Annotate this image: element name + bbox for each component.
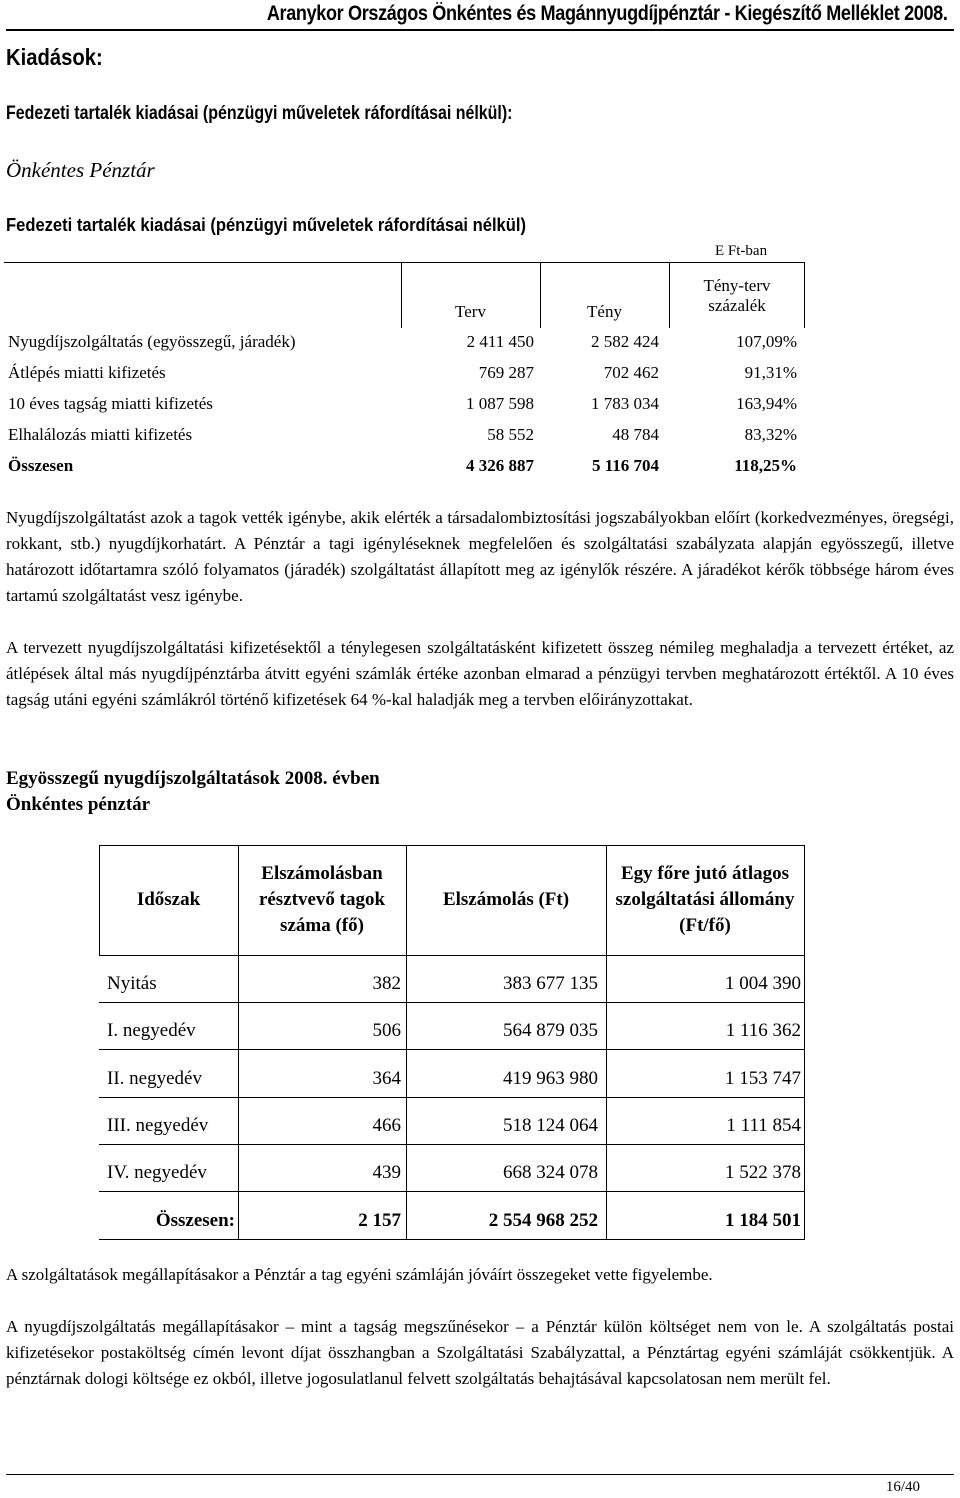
row-period: I. negyedév: [107, 1020, 196, 1041]
table-row: [4, 328, 805, 359]
row-avg: 1 116 362: [725, 1020, 801, 1041]
table-border: [99, 1049, 805, 1050]
row-ratio: 91,31%: [744, 363, 797, 382]
row-label: 10 éves tagság miatti kifizetés: [8, 394, 213, 413]
fund-label: Önkéntes Pénztár: [6, 158, 155, 182]
header-rule: [6, 29, 954, 31]
table-total-row: [4, 452, 805, 483]
table-border: [99, 955, 805, 956]
row-members: 466: [372, 1115, 401, 1136]
paragraph-2-text: A tervezett nyugdíjszolgáltatási kifizetésektől a ténylegesen szolgáltatásként kifizetett összeg némileg meghaladja a tervezett értéket, az átlépések által más nyugdíjpénztárba átvitt egyéni számlák értéke azonban elmarad a pénzügyi tervben meghatározott értéktől. A 10 éves tagság utáni egyéni számlákról történő kifizetések 64 %-kal haladják meg a tervben előirányzottakat.: [6, 638, 954, 709]
section-title: Kiadások:: [6, 44, 103, 70]
total-actual: 5 116 704: [591, 456, 659, 475]
row-avg: 1 111 854: [726, 1115, 801, 1136]
total-avg: 1 184 501: [725, 1210, 801, 1231]
table-border: [99, 1191, 805, 1192]
paragraph-3: [6, 1262, 954, 1288]
row-members: 439: [372, 1162, 401, 1183]
table-row: [4, 390, 805, 421]
subsection-title: Fedezeti tartalék kiadásai (pénzügyi műveletek ráfordításai nélkül):: [6, 103, 513, 124]
table1-title: Fedezeti tartalék kiadásai (pénzügyi műveletek ráfordításai nélkül): [6, 215, 526, 235]
col-header-members: Elszámolásban résztvevő tagok száma (fő): [258, 863, 386, 936]
table-border: [4, 262, 805, 263]
footer-rule: [6, 1474, 954, 1475]
row-amount: 383 677 135: [503, 973, 598, 994]
total-label: Összesen: [8, 456, 74, 475]
row-actual: 2 582 424: [591, 332, 659, 351]
row-period: IV. negyedév: [107, 1162, 207, 1183]
col-header-ratio: [669, 276, 805, 316]
col-header-avg: Egy főre jutó átlagos szolgáltatási állomány (Ft/fő): [615, 863, 795, 936]
row-ratio: 83,32%: [744, 425, 797, 444]
row-label: Elhalálozás miatti kifizetés: [8, 425, 193, 444]
paragraph-1: [6, 505, 954, 609]
row-amount: 518 124 064: [503, 1115, 598, 1136]
table-row: [4, 421, 805, 452]
header-title: Aranykor Országos Önkéntes és Magánnyugdíjpénztár - Kiegészítő Melléklet 2008.: [267, 2, 948, 25]
row-members: 364: [372, 1068, 401, 1089]
table-border: [99, 1144, 805, 1145]
row-plan: 2 411 450: [466, 332, 534, 351]
paragraph-3-text: A szolgáltatások megállapításakor a Pénztár a tag egyéni számláján jóváírt összegeket vette figyelembe.: [6, 1265, 713, 1284]
page-header: [6, 2, 954, 28]
table-border: [99, 1097, 805, 1098]
col-header-amount: Elszámolás (Ft): [442, 889, 570, 910]
row-actual: 1 783 034: [591, 394, 659, 413]
row-amount: 668 324 078: [503, 1162, 598, 1183]
total-plan: 4 326 887: [466, 456, 534, 475]
table-border: [99, 1239, 805, 1240]
paragraph-4-text: A nyugdíjszolgáltatás megállapításakor – mint a tagság megszűnésekor – a Pénztár külön költséget nem von le. A szolgáltatás postai kifizetésekor postaköltség címén levont díjat összhangban a Szolgáltatási Szabályzattal, a Pénztártag egyéni számláját csökkentjük. A pénztárnak dologi költsége ez okból, illetve jogosulatlanul felvett szolgáltatás behajtásával kapcsolatosan nem merült fel.: [6, 1317, 954, 1388]
page-number: 16/40: [885, 1479, 920, 1495]
row-avg: 1 153 747: [725, 1068, 801, 1089]
paragraph-1-text: Nyugdíjszolgáltatást azok a tagok vették igénybe, akik elérték a társadalombiztosítási jogszabályokban előírt (korkedvezményes, öregségi, rokkant, stb.) nyugdíjkorhatárt. A Pénztár a tagi igényléseknek megfelelően és szolgáltatási szabályzata alapján egyösszegű, illetve határozott időtartamra szóló folyamatos (járadék) szolgáltatást állapított meg az igénylők részére. A járadékot kérők többsége három éves tartamú szolgáltatást vesz igénybe.: [6, 508, 954, 605]
total-members: 2 157: [358, 1210, 401, 1231]
row-plan: 58 552: [487, 425, 534, 444]
table2-heading: Egyösszegű nyugdíjszolgáltatások 2008. évben: [6, 768, 380, 789]
paragraph-2: [6, 635, 954, 713]
total-ratio: 118,25%: [734, 456, 797, 475]
total-period: Összesen:: [155, 1210, 235, 1231]
col-header-period: Időszak: [136, 889, 201, 910]
row-plan: 1 087 598: [466, 394, 534, 413]
row-avg: 1 522 378: [725, 1162, 801, 1183]
row-label: Átlépés miatti kifizetés: [8, 363, 166, 382]
row-label: Nyugdíjszolgáltatás (egyösszegű, járadék): [8, 332, 296, 351]
row-period: II. negyedév: [107, 1068, 202, 1089]
row-ratio: 107,09%: [736, 332, 797, 351]
table-border: [99, 1002, 805, 1003]
row-members: 382: [372, 973, 401, 994]
row-actual: 48 784: [612, 425, 659, 444]
col-header-actual: Tény: [587, 302, 622, 321]
row-members: 506: [372, 1020, 401, 1041]
row-period: Nyitás: [107, 973, 157, 994]
paragraph-4: [6, 1314, 954, 1392]
table-border: [804, 845, 805, 1239]
table1-unit: E Ft-ban: [715, 243, 768, 259]
col-header-ratio-line2: százalék: [708, 296, 766, 315]
col-header-ratio-line1: Tény-terv: [703, 276, 771, 295]
row-ratio: 163,94%: [736, 394, 797, 413]
row-amount: 419 963 980: [503, 1068, 598, 1089]
table2-subheading: Önkéntes pénztár: [6, 794, 151, 815]
total-amount: 2 554 968 252: [488, 1210, 598, 1231]
row-amount: 564 879 035: [503, 1020, 598, 1041]
table-row: [4, 359, 805, 390]
row-avg: 1 004 390: [725, 973, 801, 994]
row-period: III. negyedév: [107, 1115, 209, 1136]
row-actual: 702 462: [603, 363, 659, 382]
col-header-plan: Terv: [455, 302, 486, 321]
row-plan: 769 287: [478, 363, 534, 382]
